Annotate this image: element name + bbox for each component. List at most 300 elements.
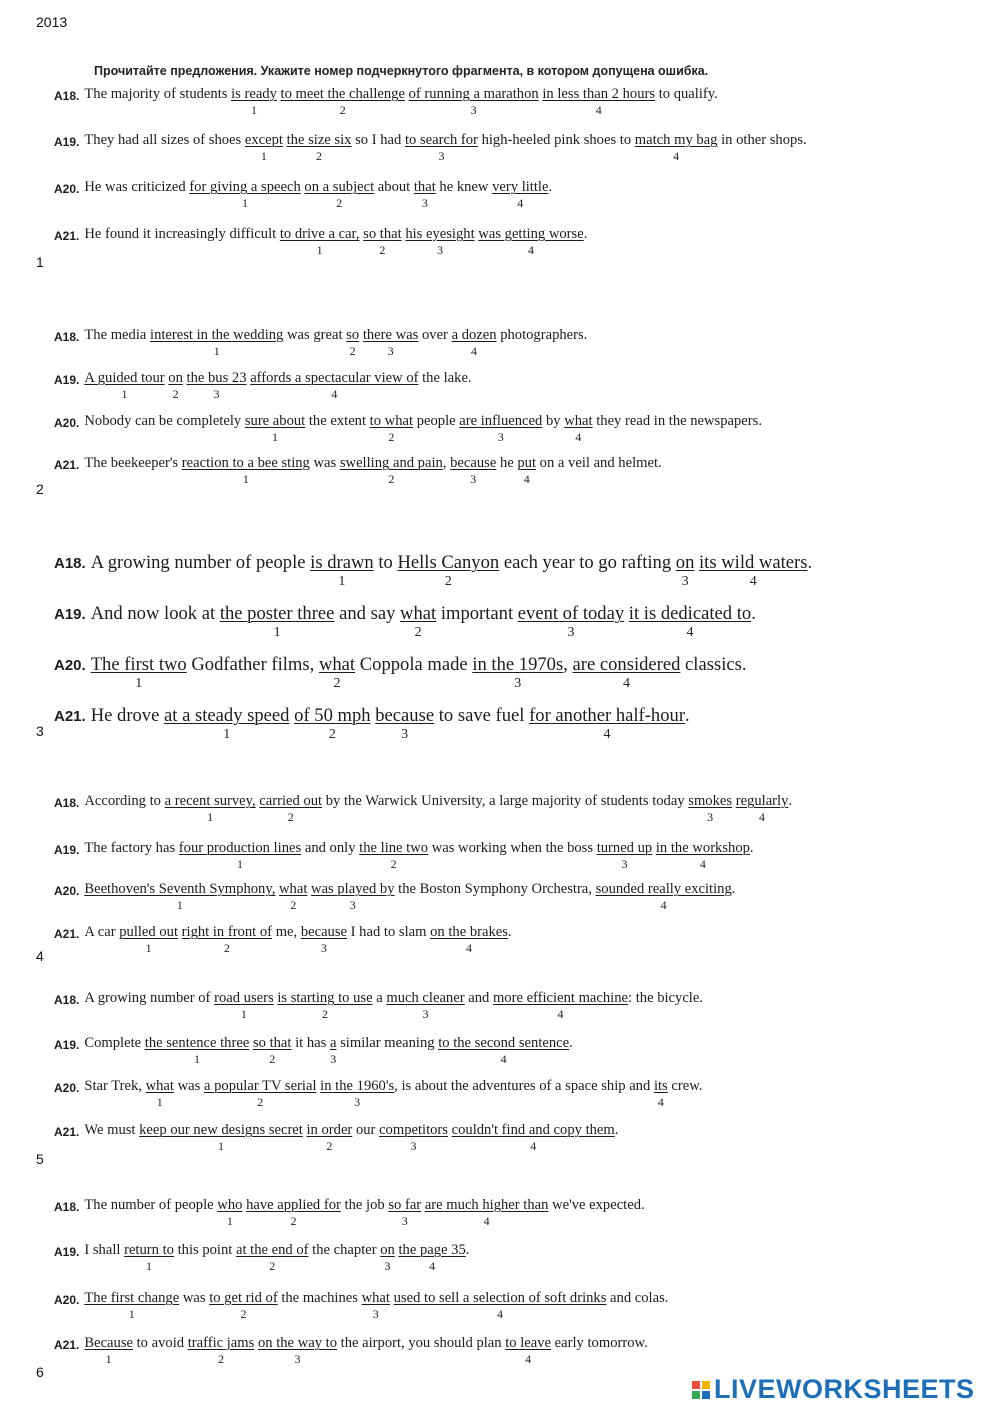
- underlined-fragment: [397, 552, 500, 589]
- underlined-fragment: [517, 603, 625, 640]
- sentence-text: me,: [272, 924, 301, 940]
- question-a18: [54, 86, 718, 117]
- underlined-fragment: [244, 413, 306, 444]
- underlined-fragment: [219, 603, 335, 640]
- fragment-number: 1: [273, 625, 281, 640]
- underlined-fragment: [408, 86, 539, 117]
- fragment-number: 4: [527, 243, 534, 257]
- fragment-number: 4: [749, 574, 757, 589]
- sentence-text: important: [436, 603, 518, 624]
- fragment-number: 2: [240, 1307, 247, 1321]
- fragment-text: who: [217, 1197, 243, 1213]
- fragment-text: reaction to a bee sting: [181, 455, 310, 471]
- sentence-text: to save fuel: [434, 705, 530, 726]
- underlined-fragment: [451, 1122, 615, 1153]
- fragment-text: because: [450, 455, 497, 471]
- fragment-number: 2: [290, 1214, 297, 1228]
- underlined-fragment: [362, 327, 419, 358]
- fragment-number: 4: [557, 1007, 564, 1021]
- variant-number: 2: [36, 481, 44, 497]
- fragment-number: 2: [336, 196, 343, 210]
- underlined-fragment: [150, 327, 284, 358]
- underlined-fragment: [386, 990, 465, 1021]
- question-number: A18.: [54, 555, 86, 572]
- fragment-text: in the 1970s: [472, 654, 564, 675]
- question-a19: [54, 132, 807, 163]
- section-variant-1: [50, 56, 962, 271]
- sentence-text: was: [309, 455, 340, 471]
- fragment-number: 3: [497, 430, 504, 444]
- sentence-text: high-heeled pink shoes to: [477, 132, 635, 148]
- fragment-number: 4: [497, 1307, 503, 1321]
- fragment-text: on: [380, 1242, 395, 1258]
- underlined-fragment: [596, 840, 653, 871]
- fragment-number: 3: [320, 941, 327, 955]
- underlined-fragment: [90, 654, 187, 691]
- section-variant-2: [50, 318, 962, 498]
- fragment-number: 2: [388, 472, 395, 486]
- fragment-number: 3: [213, 387, 220, 401]
- sentence-text: .: [583, 226, 588, 242]
- sentence-text: crew.: [667, 1078, 703, 1094]
- sentence-text: Godfather films,: [186, 654, 319, 675]
- fragment-text: A guided tour: [84, 370, 165, 386]
- fragment-text: because: [375, 705, 435, 726]
- fragment-text: the page 35: [398, 1242, 466, 1258]
- question-a21: [54, 226, 588, 257]
- underlined-fragment: [181, 455, 310, 486]
- fragment-text: his eyesight: [405, 226, 475, 242]
- underlined-fragment: [375, 705, 435, 742]
- sentence-text: was: [179, 1290, 210, 1306]
- underlined-fragment: [144, 1035, 250, 1066]
- question-a20: [54, 179, 553, 210]
- fragment-number: 1: [207, 810, 214, 824]
- underlined-fragment: [655, 840, 750, 871]
- underlined-fragment: [363, 226, 402, 257]
- sentence-text: .: [807, 552, 813, 573]
- underlined-fragment: [181, 924, 273, 955]
- fragment-text: on a subject: [304, 179, 375, 195]
- fragment-number: 2: [172, 387, 179, 401]
- fragment-number: 1: [223, 727, 231, 742]
- underlined-fragment: [124, 1242, 174, 1273]
- question-a20: [54, 654, 747, 691]
- underlined-fragment: [235, 1242, 309, 1273]
- underlined-fragment: [259, 793, 323, 824]
- fragment-number: 3: [567, 625, 575, 640]
- question-number: A18.: [54, 89, 80, 103]
- underlined-fragment: [430, 924, 508, 955]
- fragment-number: 3: [401, 727, 409, 742]
- sentence-text: .: [507, 924, 512, 940]
- question-number: A20.: [54, 884, 80, 898]
- underlined-fragment: [252, 1035, 292, 1066]
- question-number: A21.: [54, 708, 86, 725]
- question-number: A20.: [54, 416, 80, 430]
- fragment-number: 2: [379, 243, 386, 257]
- question-a19: [54, 370, 472, 401]
- fragment-number: 2: [269, 1052, 276, 1066]
- sentence-text: they read in the newspapers.: [592, 413, 762, 429]
- question-a18: [54, 327, 588, 358]
- underlined-fragment: [300, 924, 348, 955]
- underlined-fragment: [187, 1335, 255, 1366]
- sentence-text: ,: [442, 455, 451, 471]
- fragment-number: 1: [105, 1352, 112, 1366]
- underlined-fragment: [529, 705, 686, 742]
- question-a19: [54, 603, 756, 640]
- fragment-number: 1: [250, 103, 257, 117]
- question-number: A19.: [54, 843, 80, 857]
- fragment-number: 2: [349, 344, 356, 358]
- fragment-number: 2: [287, 810, 294, 824]
- underlined-fragment: [369, 413, 414, 444]
- question-a18: [54, 793, 793, 824]
- logo-square: [702, 1381, 710, 1389]
- fragment-text: affords a spectacular view of: [250, 370, 419, 386]
- fragment-text: on: [168, 370, 183, 386]
- fragment-text: interest in the wedding: [150, 327, 284, 343]
- fragment-text: turned up: [596, 840, 653, 856]
- fragment-number: 4: [523, 472, 530, 486]
- fragment-number: 4: [525, 1352, 532, 1366]
- underlined-fragment: [517, 455, 537, 486]
- underlined-fragment: [653, 1078, 668, 1109]
- fragment-number: 3: [707, 810, 714, 824]
- question-number: A21.: [54, 927, 80, 941]
- fragment-number: 1: [226, 1214, 233, 1228]
- fragment-text: was played by: [311, 881, 395, 897]
- fragment-number: 1: [146, 1259, 153, 1273]
- logo-square: [702, 1391, 710, 1399]
- fragment-text: is drawn: [310, 552, 374, 573]
- fragment-text: what: [400, 603, 437, 624]
- instruction-text: Прочитайте предложения. Укажите номер подчеркнутого фрагмента, в котором допущена ошибка.: [94, 64, 709, 78]
- fragment-text: smokes: [688, 793, 733, 809]
- fragment-number: 2: [321, 1007, 328, 1021]
- sentence-text: the extent: [305, 413, 370, 429]
- fragment-text: what: [361, 1290, 390, 1306]
- question-a18: [54, 552, 813, 589]
- fragment-number: 3: [401, 1214, 408, 1228]
- fragment-text: that: [413, 179, 436, 195]
- sentence-text: we've expected.: [548, 1197, 645, 1213]
- fragment-text: used to sell a selection of soft drinks: [393, 1290, 607, 1306]
- question-number: A20.: [54, 1293, 80, 1307]
- fragment-text: the sentence three: [144, 1035, 250, 1051]
- underlined-fragment: [209, 1290, 278, 1321]
- fragment-number: 3: [354, 1095, 361, 1109]
- fragment-number: 1: [135, 676, 143, 691]
- sentence-text: He was criticized: [84, 179, 190, 195]
- fragment-text: its wild waters: [699, 552, 808, 573]
- fragment-number: 1: [128, 1307, 135, 1321]
- fragment-number: 4: [471, 344, 478, 358]
- sentence-text: .: [685, 705, 690, 726]
- underlined-fragment: [628, 603, 752, 640]
- fragment-text: very little: [492, 179, 549, 195]
- fragment-text: competitors: [379, 1122, 448, 1138]
- section-variant-4: [50, 785, 962, 965]
- underlined-fragment: [688, 793, 733, 824]
- sentence-text: .: [731, 881, 736, 897]
- fragment-text: match my bag: [634, 132, 718, 148]
- question-a20: [54, 1290, 669, 1321]
- sentence-text: about: [374, 179, 414, 195]
- fragment-number: 4: [500, 1052, 507, 1066]
- fragment-text: put: [517, 455, 537, 471]
- question-a19: [54, 840, 754, 871]
- fragment-text: to meet the challenge: [280, 86, 405, 102]
- fragment-number: 2: [316, 149, 323, 163]
- question-a21: [54, 1122, 619, 1153]
- fragment-number: 4: [673, 149, 680, 163]
- fragment-number: 4: [466, 941, 473, 955]
- fragment-number: 4: [660, 898, 667, 912]
- fragment-text: the poster three: [219, 603, 335, 624]
- fragment-text: in the 1960's: [320, 1078, 395, 1094]
- fragment-text: what: [279, 881, 308, 897]
- underlined-fragment: [250, 370, 419, 401]
- underlined-fragment: [139, 1122, 303, 1153]
- fragment-number: 2: [326, 1139, 333, 1153]
- fragment-text: traffic jams: [187, 1335, 255, 1351]
- fragment-text: regularly: [735, 793, 789, 809]
- underlined-fragment: [542, 86, 656, 117]
- sentence-text: Star Trek,: [84, 1078, 146, 1094]
- fragment-number: 4: [517, 196, 524, 210]
- fragment-text: on the way to: [257, 1335, 338, 1351]
- sentence-text: to: [373, 552, 398, 573]
- fragment-text: Hells Canyon: [397, 552, 500, 573]
- underlined-fragment: [189, 179, 301, 210]
- section-variant-6: [50, 1190, 962, 1390]
- underlined-fragment: [304, 179, 375, 210]
- underlined-fragment: [214, 990, 274, 1021]
- fragment-number: 3: [384, 1259, 391, 1273]
- fragment-number: 3: [470, 472, 477, 486]
- fragment-text: in less than 2 hours: [542, 86, 656, 102]
- fragment-number: 1: [338, 574, 346, 589]
- underlined-fragment: [178, 840, 302, 871]
- underlined-fragment: [404, 132, 478, 163]
- underlined-fragment: [320, 1078, 395, 1109]
- fragment-text: its: [653, 1078, 668, 1094]
- fragment-text: a popular TV serial: [203, 1078, 317, 1094]
- logo-square: [692, 1381, 700, 1389]
- underlined-fragment: [388, 1197, 422, 1228]
- fragment-text: was getting worse: [478, 226, 584, 242]
- underlined-fragment: [280, 86, 405, 117]
- fragment-text: road users: [214, 990, 274, 1006]
- fragment-number: 3: [438, 149, 445, 163]
- sentence-text: to avoid: [132, 1335, 188, 1351]
- sentence-text: .: [548, 179, 553, 195]
- underlined-fragment: [244, 132, 283, 163]
- fragment-text: to get rid of: [209, 1290, 278, 1306]
- variant-number: 3: [36, 723, 44, 739]
- underlined-fragment: [492, 990, 629, 1021]
- sentence-text: Nobody can be completely: [84, 413, 245, 429]
- sentence-text: photographers.: [496, 327, 588, 343]
- sentence-text: And now look at: [90, 603, 220, 624]
- sentence-text: the machines: [277, 1290, 362, 1306]
- fragment-number: 1: [194, 1052, 201, 1066]
- underlined-fragment: [359, 840, 429, 871]
- fragment-number: 2: [269, 1259, 276, 1273]
- underlined-fragment: [203, 1078, 317, 1109]
- sentence-text: each year to go rafting: [499, 552, 676, 573]
- sentence-text: was working when the boss: [428, 840, 597, 856]
- fragment-text: in the workshop: [655, 840, 750, 856]
- fragment-number: 2: [257, 1095, 264, 1109]
- underlined-fragment: [413, 179, 436, 210]
- fragment-number: 3: [421, 196, 428, 210]
- sentence-text: .: [749, 840, 754, 856]
- variant-number: 6: [36, 1364, 44, 1380]
- logo-text: LIVEWORKSHEETS: [714, 1374, 975, 1404]
- sentence-text: a: [372, 990, 387, 1006]
- sentence-text: by: [542, 413, 565, 429]
- underlined-fragment: [505, 1335, 552, 1366]
- year-label: 2013: [36, 14, 68, 30]
- question-number: A21.: [54, 458, 80, 472]
- fragment-number: 3: [294, 1352, 301, 1366]
- question-a21: [54, 455, 662, 486]
- fragment-number: 1: [213, 344, 220, 358]
- sentence-text: .: [788, 793, 793, 809]
- fragment-text: a dozen: [451, 327, 497, 343]
- underlined-fragment: [294, 705, 371, 742]
- sentence-text: and: [464, 990, 493, 1006]
- underlined-fragment: [311, 881, 395, 912]
- fragment-number: 4: [686, 625, 694, 640]
- fragment-number: 4: [530, 1139, 537, 1153]
- question-number: A19.: [54, 606, 86, 623]
- logo-grid-icon: [692, 1381, 710, 1399]
- fragment-text: pulled out: [119, 924, 178, 940]
- question-number: A18.: [54, 796, 80, 810]
- underlined-fragment: [279, 226, 360, 257]
- fragment-text: carried out: [259, 793, 323, 809]
- fragment-text: it is dedicated to: [628, 603, 752, 624]
- sentence-text: and only: [301, 840, 360, 856]
- question-number: A19.: [54, 1245, 80, 1259]
- fragment-number: 3: [621, 857, 628, 871]
- fragment-text: at the end of: [235, 1242, 309, 1258]
- fragment-text: much cleaner: [386, 990, 465, 1006]
- fragment-text: are influenced: [459, 413, 543, 429]
- fragment-number: 2: [414, 625, 422, 640]
- underlined-fragment: [84, 1290, 180, 1321]
- underlined-fragment: [186, 370, 247, 401]
- sentence-text: by the Warwick University, a large majority of students today: [322, 793, 689, 809]
- question-a20: [54, 413, 762, 444]
- fragment-text: couldn't find and copy them: [451, 1122, 615, 1138]
- underlined-fragment: [164, 793, 256, 824]
- fragment-text: event of today: [517, 603, 625, 624]
- fragment-number: 1: [242, 472, 249, 486]
- fragment-text: swelling and pain: [339, 455, 443, 471]
- question-number: A19.: [54, 1038, 80, 1052]
- question-number: A21.: [54, 1338, 80, 1352]
- fragment-number: 4: [622, 676, 630, 691]
- underlined-fragment: [164, 705, 290, 742]
- underlined-fragment: [231, 86, 277, 117]
- sentence-text: I had to slam: [347, 924, 431, 940]
- fragment-number: 1: [236, 857, 243, 871]
- underlined-fragment: [246, 1197, 341, 1228]
- fragment-text: is ready: [231, 86, 277, 102]
- underlined-fragment: [318, 654, 356, 691]
- fragment-text: to drive a car,: [279, 226, 360, 242]
- question-a18: [54, 990, 703, 1021]
- sentence-text: He found it increasingly difficult: [84, 226, 280, 242]
- sentence-text: We must: [84, 1122, 140, 1138]
- sentence-text: was: [173, 1078, 204, 1094]
- sentence-text: our: [352, 1122, 380, 1138]
- question-number: A18.: [54, 993, 80, 1007]
- fragment-number: 1: [260, 149, 267, 163]
- sentence-text: ,: [563, 654, 573, 675]
- question-number: A18.: [54, 1200, 80, 1214]
- question-number: A19.: [54, 135, 80, 149]
- fragment-text: so: [346, 327, 360, 343]
- fragment-number: 4: [595, 103, 602, 117]
- underlined-fragment: [361, 1290, 390, 1321]
- sentence-text: over: [418, 327, 452, 343]
- variant-number: 4: [36, 948, 44, 964]
- sentence-text: The beekeeper's: [84, 455, 182, 471]
- underlined-fragment: [450, 455, 497, 486]
- underlined-fragment: [634, 132, 718, 163]
- underlined-fragment: [451, 327, 497, 358]
- fragment-text: return to: [124, 1242, 174, 1258]
- section-variant-3: [50, 540, 962, 740]
- question-number: A21.: [54, 1125, 80, 1139]
- underlined-fragment: [735, 793, 789, 824]
- fragment-number: 1: [176, 898, 183, 912]
- underlined-fragment: [217, 1197, 243, 1228]
- fragment-text: is starting to use: [277, 990, 373, 1006]
- question-a20: [54, 881, 736, 912]
- fragment-text: a recent survey,: [164, 793, 256, 809]
- question-number: A20.: [54, 657, 86, 674]
- fragment-number: 3: [514, 676, 522, 691]
- fragment-text: the line two: [359, 840, 429, 856]
- underlined-fragment: [393, 1290, 607, 1321]
- fragment-number: 2: [333, 676, 341, 691]
- sentence-text: The factory has: [84, 840, 179, 856]
- underlined-fragment: [168, 370, 183, 401]
- fragment-text: Because: [84, 1335, 133, 1351]
- question-number: A21.: [54, 229, 80, 243]
- logo-square: [692, 1391, 700, 1399]
- fragment-number: 4: [331, 387, 338, 401]
- underlined-fragment: [286, 132, 352, 163]
- underlined-fragment: [379, 1122, 448, 1153]
- sentence-text: I shall: [84, 1242, 125, 1258]
- fragment-text: except: [244, 132, 283, 148]
- sentence-text: early tomorrow.: [551, 1335, 648, 1351]
- sentence-text: : the bicycle.: [628, 990, 703, 1006]
- fragment-text: in order: [306, 1122, 353, 1138]
- sentence-text: .: [465, 1242, 470, 1258]
- fragment-number: 1: [121, 387, 128, 401]
- fragment-text: to what: [369, 413, 414, 429]
- fragment-number: 1: [242, 196, 249, 210]
